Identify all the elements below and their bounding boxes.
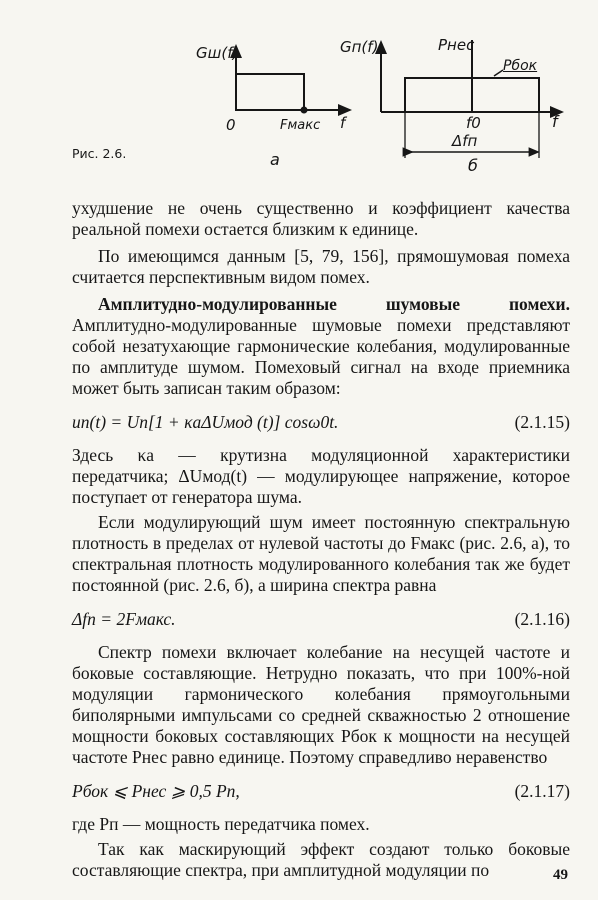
diagram-b-side-pointer	[494, 70, 503, 76]
section-heading: Амплитудно-модулированные шумовые помехи.	[98, 294, 570, 314]
diagram-a-sublabel: а	[270, 150, 280, 169]
paragraph-7: где Pп — мощность передатчика помех.	[72, 814, 370, 834]
paragraph-1: ухудшение не очень существенно и коэффициент качества реальной помехи остается близким к единице.	[72, 198, 570, 239]
body-text	[72, 198, 570, 881]
equation-number: (2.1.17)	[514, 781, 570, 801]
diagram-b-y-label: Gп(f)	[340, 38, 379, 56]
diagram-b-f0-label: f0	[466, 114, 481, 132]
page-number: 49	[553, 867, 568, 883]
diagram-a-x-label: f	[340, 114, 346, 132]
equation-2-1-15	[72, 412, 570, 433]
paragraph-3	[72, 294, 570, 399]
figure-caption: Рис. 2.6.	[72, 146, 127, 161]
paragraph-3-text: Амплитудно-модулированные шумовые помехи представляют собой незатухающие гармонические колебания, модулированные по амплитуде шумом. Помеховый сигнал на входе приемника может быть записан таким образом:	[72, 315, 570, 398]
equation-formula: Δfп = 2Fмакс.	[72, 609, 176, 629]
equation-formula: uп(t) = Uп[1 + κаΔUмод (t)] cosω0t.	[72, 412, 339, 432]
diagram-a	[236, 50, 346, 113]
diagram-a-spectrum-rect	[236, 74, 304, 110]
diagram-b-x-label: f	[552, 112, 558, 131]
diagram-b-sublabel: б	[468, 156, 478, 175]
equation-2-1-16	[72, 609, 570, 630]
diagram-a-y-label: Gш(f)	[196, 44, 239, 62]
diagram-a-origin: 0	[226, 116, 236, 134]
diagram-b-carrier-label: Pнес	[438, 36, 475, 54]
paragraph-2: По имеющимся данным [5, 79, 156], прямошумовая помеха считается перспективным видом помех.	[72, 246, 570, 287]
figure-2-6	[0, 0, 598, 185]
paragraph-4: Здесь κа — крутизна модуляционной характеристики передатчика; ΔUмод(t) — модулирующее напряжение, которое поступает от генератора шума.	[72, 445, 570, 507]
equation-number: (2.1.15)	[514, 412, 570, 432]
paragraph-5: Если модулирующий шум имеет постоянную спектральную плотность в пределах от нулевой частоты до Fмакс (рис. 2.6, а), то спектральная плотность модулированного колебания так же будет постоянной (рис. 2.6, б), а ширина спектра равна	[72, 512, 570, 595]
diagram-b-side-label: Pбок	[503, 58, 538, 74]
diagram-a-fmax-label: Fмакс	[280, 118, 321, 133]
equation-2-1-17	[72, 781, 570, 802]
paragraph-8: Так как маскирующий эффект создают только боковые составляющие спектра, при амплитудной модуляции по	[72, 839, 570, 880]
equation-formula: Pбок ⩽ Pнес ⩾ 0,5 Pп,	[72, 781, 240, 801]
diagram-a-fmax-dot	[302, 108, 307, 113]
equation-number: (2.1.16)	[514, 609, 570, 629]
paragraph-6: Спектр помехи включает колебание на несущей частоте и боковые составляющие. Нетрудно показать, что при 100%-ной модуляции гармонического колебания прямоугольными биполярными импульсами со средней скважностью 2 отношение мощности боковых составляющих Pбок к мощности на несущей частоте Pнес равно единице. Поэтому справедливо неравенство	[72, 642, 570, 767]
diagram-b-bandwidth-label: Δfп	[452, 132, 478, 150]
